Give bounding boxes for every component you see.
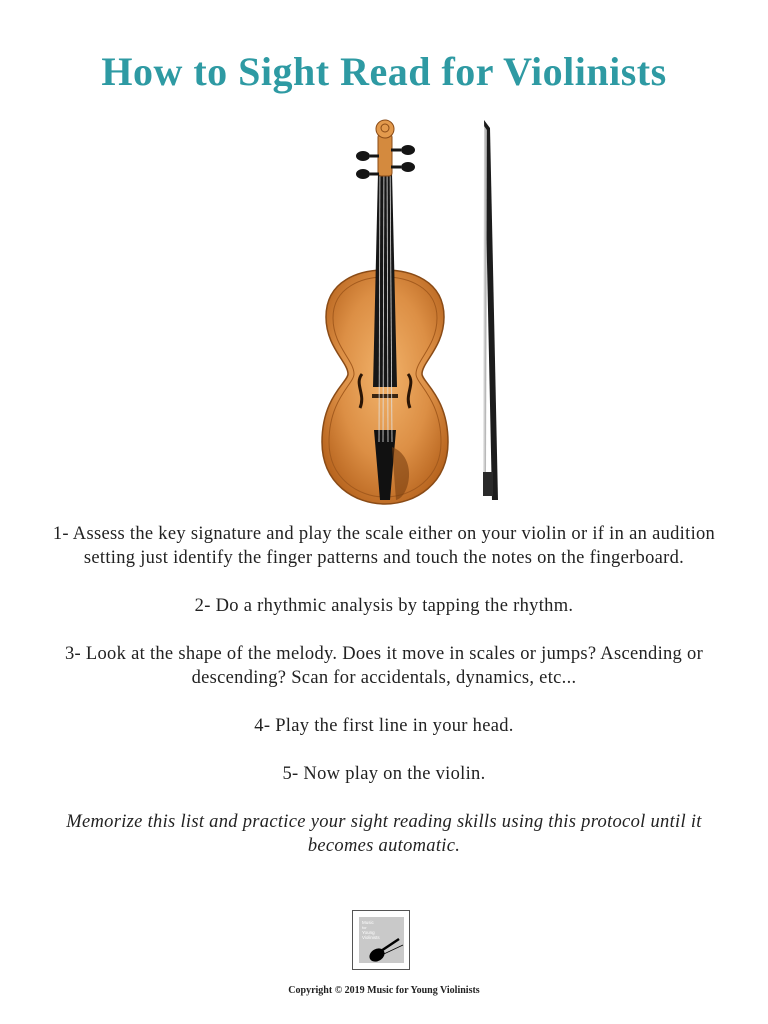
violin-logo-icon: [359, 917, 404, 963]
step-5: 5- Now play on the violin.: [282, 764, 486, 784]
logo-text-line-1: Music: [362, 920, 374, 925]
logo-text-line-2: for: [362, 925, 367, 930]
steps-list: [40, 522, 728, 882]
violin-and-bow-illustration: [300, 112, 520, 512]
copyright-notice: Copyright © 2019 Music for Young Violinists: [288, 985, 480, 996]
step-4: 4- Play the first line in your head.: [254, 716, 514, 736]
logo-background: [359, 917, 404, 963]
step-2: 2- Do a rhythmic analysis by tapping the rhythm.: [194, 596, 574, 616]
brand-logo: [352, 910, 410, 970]
logo-text-line-3: Young: [362, 930, 375, 935]
step-3: 3- Look at the shape of the melody. Does it move in scales or jumps? Ascending or descending? Scan for accidentals, dynamics, etc...: [64, 644, 704, 688]
closing-note: Memorize this list and practice your sight reading skills using this protocol until it becomes automatic.: [66, 812, 702, 856]
step-1: 1- Assess the key signature and play the scale either on your violin or if in an audition setting just identify the finger patterns and touch the notes on the fingerboard.: [52, 524, 716, 568]
logo-text-line-4: Violinists: [362, 935, 380, 940]
violin-icon: [300, 112, 520, 512]
page-title: How to Sight Read for Violinists: [101, 49, 667, 94]
